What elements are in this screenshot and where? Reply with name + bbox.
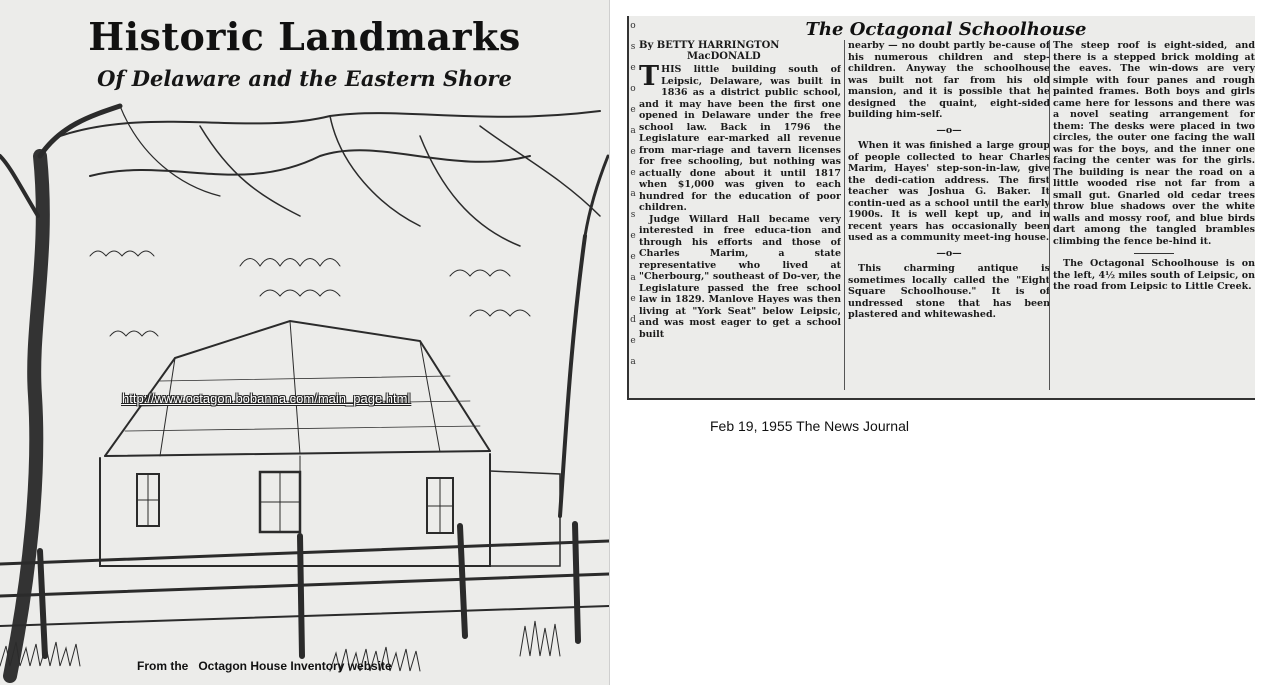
source-credit-prefix: From the <box>137 659 189 673</box>
edge-letter: a <box>630 126 636 136</box>
closing-rule <box>1134 253 1174 254</box>
paragraph: The steep roof is eight-sided, and there is a stepped brick molding at the eaves. The win-dows are very simple with four panes and rough painted frames. Both boys and girls came here for lessons and there was a novel seating arrangement for them: The desks were placed in two circles, the outer one facing the wall was for the boys, and the inner one facing the center was for the girls. The building is near the road on a little wooded rise not far from a small gut. Gnarled old cedar trees throw blue shadows over the white walls and mossy roof, and blue birds dart among the tangled brambles climbing the fence be-hind it. <box>1053 40 1255 247</box>
article-columns <box>639 40 1253 390</box>
clipped-edge-letters <box>629 16 637 398</box>
byline-line-2: MacDONALD <box>687 51 761 62</box>
landmarks-clipping <box>0 0 610 685</box>
article-column-2 <box>844 40 1050 390</box>
edge-letter: s <box>630 42 636 52</box>
paragraph: This charming antique is sometimes locally called the "Eight Square Schoolhouse." It is of undressed stone that has been plastered and whitewashed. <box>848 263 1050 320</box>
edge-letter: d <box>630 315 636 325</box>
byline-line-1: By BETTY HARRINGTON <box>639 40 780 51</box>
edge-letter: e <box>630 294 636 304</box>
edge-letter: a <box>630 357 636 367</box>
landmarks-subtitle: Of Delaware and the Eastern Shore <box>97 66 512 91</box>
paragraph <box>639 61 841 214</box>
edge-letter: a <box>630 189 636 199</box>
landmarks-title: Historic Landmarks <box>88 14 521 59</box>
edge-letter: e <box>630 147 636 157</box>
edge-letter: e <box>630 168 636 178</box>
source-credit <box>137 659 392 673</box>
paragraph: Judge Willard Hall became very interested in free educa-tion and through his efforts and those of Charles Marim, a state representative who lived at "Cherbourg," southeast of Do-ver, the Legislature passed the free school law in 1829. Manlove Hayes was then living at "York Seat" below Leipsic, and was most eager to get a school built <box>639 213 841 340</box>
edge-letter: e <box>630 231 636 241</box>
article-column-3 <box>1049 40 1255 390</box>
paragraph: When it was finished a large group of people collected to hear Charles Marim, Hayes' step-son-in-law, give the dedi-cation address. The first teacher was Joshua G. Baker. It contin-ued as a school until the early 1900s. It is well kept up, and in recent years has occasionally been used as a community meet-ing house. <box>848 140 1050 243</box>
edge-letter: o <box>630 21 636 31</box>
article-column-1 <box>639 40 841 390</box>
paragraph-text: HIS little building south of Leipsic, Delaware, was built in 1836 as a district public school, and it may have been the first one opened in Delaware under the free school law. Back in 1796 the Legislature ear-marked all revenue from mar-riage and tavern licenses for free schooling, but nothing was actually done about it until 1817 when $1,000 was given to each hundred for the education of poor children. <box>639 64 841 213</box>
paragraph: The Octagonal Schoolhouse is on the left, 4½ miles south of Leipsic, on the road from Leipsic to Little Creek. <box>1053 258 1255 292</box>
edge-letter: e <box>630 63 636 73</box>
article-title: The Octagonal Schoolhouse <box>805 19 1087 40</box>
edge-letter: e <box>630 336 636 346</box>
clipping-caption: Feb 19, 1955 The News Journal <box>710 418 909 434</box>
byline <box>639 40 841 62</box>
drop-cap: T <box>639 61 660 92</box>
source-credit-name: Octagon House Inventory website <box>198 659 392 673</box>
edge-letter: o <box>630 84 636 94</box>
source-url-overlay[interactable]: http://www.octagon.bobanna.com/main_page.html <box>122 391 411 406</box>
edge-letter: a <box>630 273 636 283</box>
edge-letter: s <box>630 210 636 220</box>
edge-letter: e <box>630 252 636 262</box>
section-separator: —o— <box>936 124 962 136</box>
section-separator: —o— <box>936 247 962 259</box>
paragraph: nearby — no doubt partly be-cause of his numerous children and step-children. Anyway the schoolhouse was built not far from his old mansion, and it is possible that he designed the quaint, eight-sided building him-self. <box>848 40 1050 120</box>
article-clipping <box>627 16 1255 400</box>
edge-letter: e <box>630 105 636 115</box>
